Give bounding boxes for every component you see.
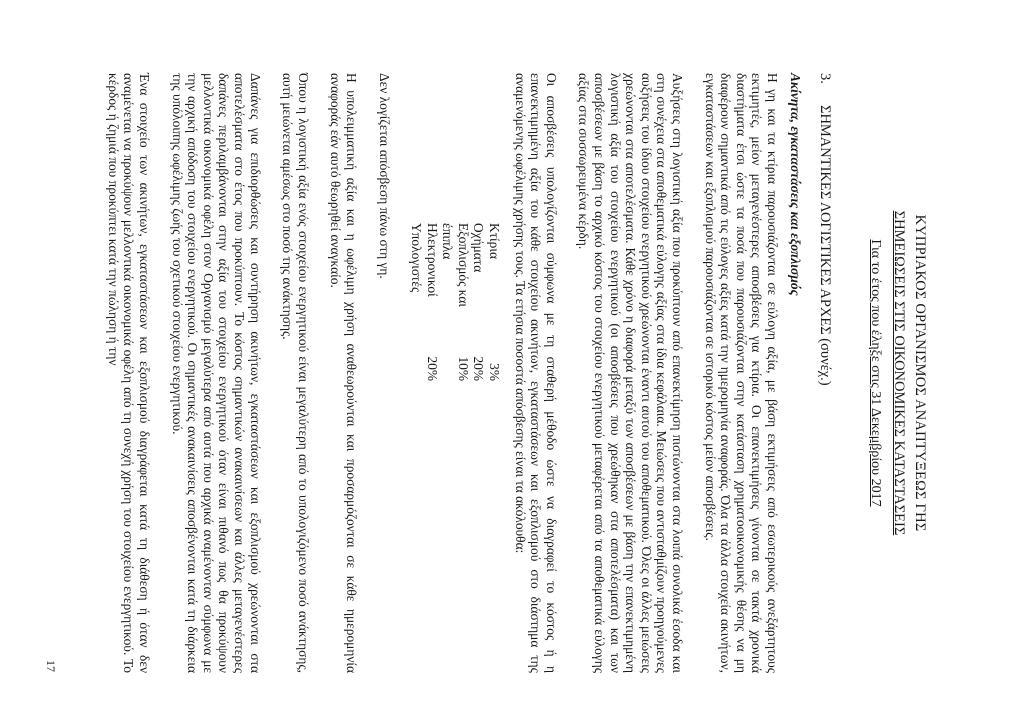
paragraph-land: Δεν λογίζεται απόσβεση πάνω στη γη. bbox=[376, 73, 392, 279]
paragraph-derecognition: Ένα στοιχείο των ακινήτων, εγκαταστάσεων και εξοπλισμού διαγράφεται κατά τη διάθεση ή όταν δεν αναμένεται να προκύψουν μελλοντικά οικονομικά οφέλη από τη συνεχή χρήση του στοιχείου ενεργητικού. Το κέρδος ή ζημιά που προκύπτει κατά την πώληση ή την bbox=[105, 73, 152, 673]
paragraph-residual-value: Η υπολειμματική αξία και η ωφέλιμη χρήση αναθεωρούνται και προσαρμόζονται σε κάθε ημερομηνία αναφοράς εάν αυτό θεωρηθεί αναγκαίο. bbox=[328, 73, 359, 673]
section-title: ΣΗΜΑΝΤΙΚΕΣ ΛΟΓΙΣΤΙΚΕΣ ΑΡΧΕΣ (συνέχ.) bbox=[817, 105, 833, 386]
rate-row bbox=[471, 223, 487, 673]
rate-value: 20% bbox=[424, 356, 440, 381]
rate-label: Ηλεκτρονικοί Υπολογιστές bbox=[409, 223, 440, 297]
rate-row bbox=[487, 223, 503, 673]
section-number: 3. bbox=[817, 73, 833, 84]
rate-value: 3% bbox=[487, 363, 503, 381]
section-heading bbox=[815, 73, 834, 673]
paragraph-depreciation: Οι αποσβέσεις υπολογίζονται σύμφωνα με τη σταθερή μέθοδο ώστε να διαγραφεί το κόστος ή η επανεκτιμημένη αξία του κάθε στοιχείου ακινήτων, εγκαταστάσεων και εξοπλισμού στο διάστημα της αναμενόμενης ωφέλιμης χρήσης τους. Τα ετήσια ποσοστά απόσβεσης είναι τα ακόλουθα: bbox=[512, 73, 559, 673]
rate-label: Οχήματα bbox=[471, 223, 487, 273]
page-content bbox=[105, 73, 929, 673]
year-line: Για το έτος που έληξε στις 31 Δεκεμβρίου 2017 bbox=[868, 239, 883, 507]
document-header bbox=[866, 73, 929, 673]
rate-row bbox=[409, 223, 440, 673]
rate-label: Εξοπλισμός και έπιπλα bbox=[440, 223, 471, 308]
rate-row bbox=[440, 223, 471, 673]
organization-title: ΚΥΠΡΙΑΚΟΣ ΟΡΓΑΝΙΣΜΟΣ ΑΝΑΠΤΥΞΕΩΣ ΓΗΣ bbox=[912, 214, 928, 532]
rate-value: 20% bbox=[471, 356, 487, 381]
depreciation-rates bbox=[409, 223, 503, 673]
paragraph-repairs: Δαπάνες για επιδιορθώσεις και συντήρηση ακινήτων, εγκαταστάσεων και εξοπλισμού χρεώνονται στα αποτελέσματα στο έτος που προκύπτουν. Το κόστος σημαντικών ανακαινίσεων και άλλες μεταγενέστερες δαπάνες περιλαμβάνονται στην αξία του στοιχείου ενεργητικού όταν είναι πιθανό πως θα προκύψουν μελλοντικά οικονομικά οφέλη στον Οργανισμό μεγαλύτερα από αυτά που αρχικά αναμένονταν σύμφωνα με την αρχική απόδοση του στοιχείου ενεργητικού. Οι σημαντικές ανακαινίσεις αποσβένονται κατά τη διάρκεια της υπόλοιπης ωφέλιμης ζωής του σχετικού στοιχείου ενεργητικού. bbox=[169, 73, 263, 673]
paragraph-revaluation: Αυξήσεις στη λογιστική αξία που προκύπτουν από επανεκτίμηση πιστώνονται στα λοιπά συνολικά έσοδα και στη συνέχεια στα αποθεματικά εύλογης αξίας στα ίδια κεφάλαια. Μειώσεις που αντισταθμίζουν προηγούμενες αυξήσεις του ίδιου στοιχείου ενεργητικού χρεώνονται έναντι αυτού του αποθεματικού. Όλες οι άλλες μειώσεις χρεώνονται στα αποτελέσματα. Κάθε χρόνο η διαφορά μεταξύ των αποσβέσεων με βάση την επανεκτιμημένη λογιστική αξία του στοιχείου ενεργητικού (οι αποσβέσεις που χρεώθηκαν στα αποτελέσματα) και των αποσβέσεων με βάση το αρχικό κόστος του στοιχείου ενεργητικού μεταφέρεται από τα αποθεματικά εύλογης αξίας στα συσσωρευμένα κέρδη. bbox=[576, 73, 686, 673]
paragraph-impairment: Όπου η λογιστική αξία ενός στοιχείου ενεργητικού είναι μεγαλύτερη από το υπολογιζόμενο ποσό ανάκτησης, αυτή μειώνεται αμέσως στο ποσό της ανάκτησης. bbox=[280, 73, 311, 673]
rate-value: 10% bbox=[455, 356, 471, 381]
rate-label: Κτίρια bbox=[487, 223, 503, 259]
subheading: Ακίνητα, εγκαταστάσεις και εξοπλισμός bbox=[788, 73, 803, 296]
page-number: 17 bbox=[44, 660, 58, 672]
paragraph-valuation: Η γη και τα κτίρια παρουσιάζονται σε εύλογη αξία, με βάση εκτιμήσεις από εσωτερικούς ανεξάρτητους εκτιμητές, μείον μεταγενέστερες αποσβέσεις για κτίρια. Οι επανεκτιμήσεις γίνονται σε τακτά χρονικά διαστήματα έτσι ώστε τα ποσά που παρουσιάζονται στην κατάσταση χρηματοοικονομικής θέσης να μη διαφέρουν σημαντικά από τις εύλογες αξίες κατά την ημερομηνία αναφοράς. Όλα τα άλλα στοιχεία ακινήτων, εγκαταστάσεων και εξοπλισμού παρουσιάζονται σε ιστορικό κόστος μείον αποσβέσεις. bbox=[702, 73, 780, 673]
document-subtitle: ΣΗΜΕΙΩΣΕΙΣ ΣΤΙΣ ΟΙΚΟΝΟΜΙΚΕΣ ΚΑΤΑΣΤΑΣΕΙΣ bbox=[891, 210, 907, 536]
